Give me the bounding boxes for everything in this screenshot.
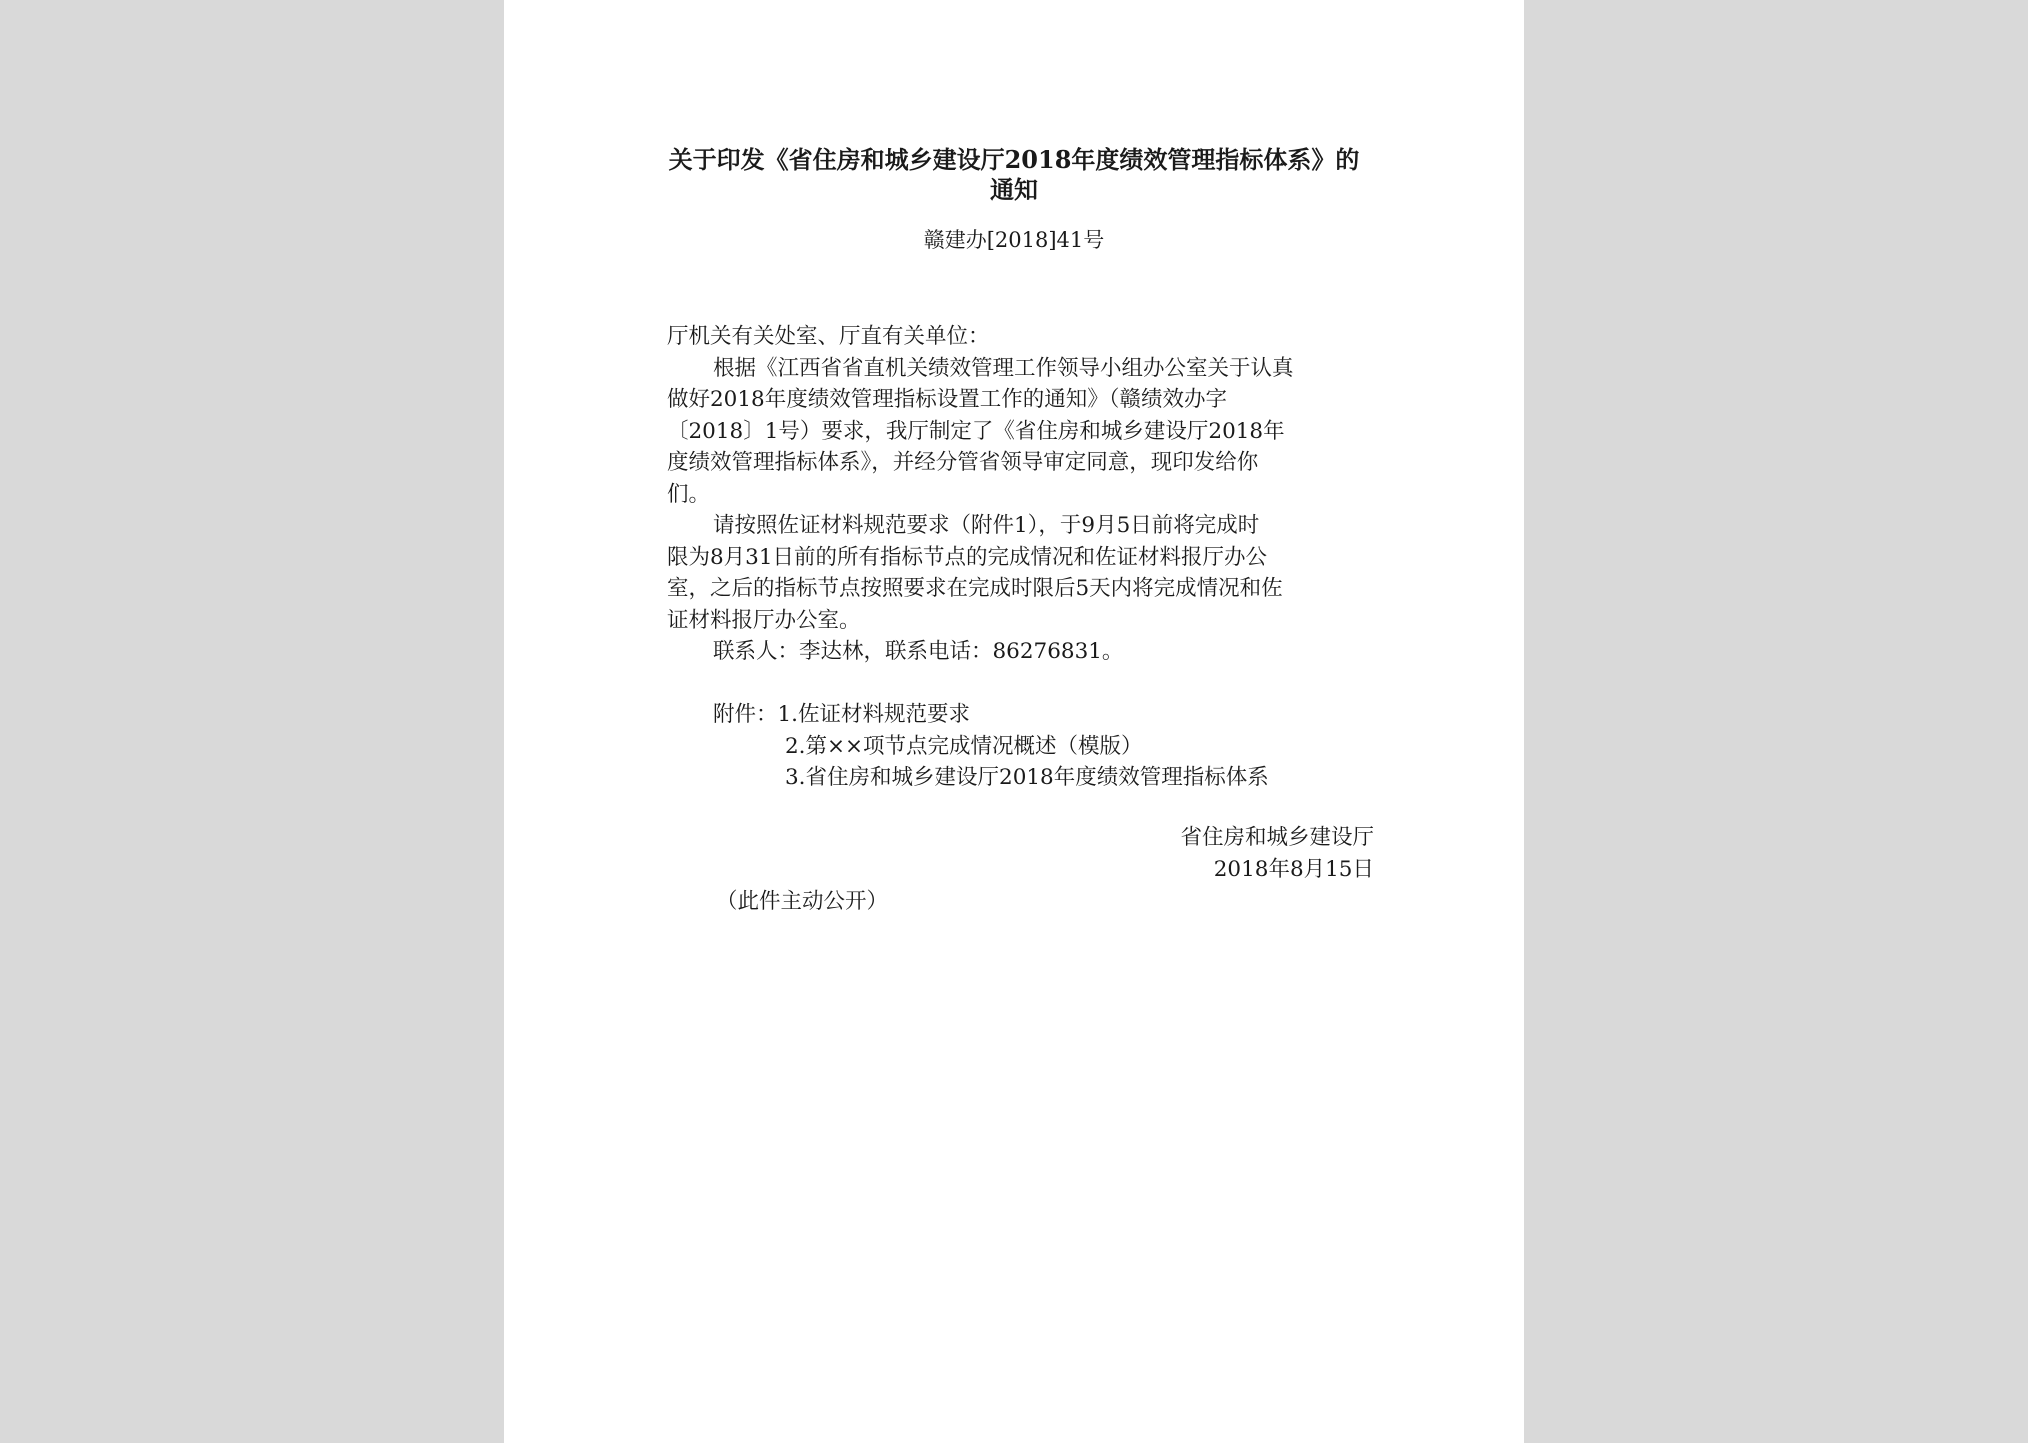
paragraph-line: 请按照佐证材料规范要求（附件1），于9月5日前将完成时: [713, 513, 1260, 538]
document-number: 赣建办[2018]41号: [923, 228, 1105, 252]
attachment-item: 3.省住房和城乡建设厅2018年度绩效管理指标体系: [785, 765, 1269, 790]
contact-line: 联系人：李达林，联系电话：86276831。: [713, 639, 1124, 664]
paragraph-line: 〔2018〕1号）要求，我厅制定了《省住房和城乡建设厅2018年: [667, 418, 1285, 444]
signature-org: 省住房和城乡建设厅: [1180, 825, 1374, 850]
paragraph-line: 做好2018年度绩效管理指标设置工作的通知》（赣绩效办字: [667, 387, 1227, 412]
paragraph-line: 限为8月31日前的所有指标节点的完成情况和佐证材料报厅办公: [667, 544, 1268, 570]
paragraph-line: 根据《江西省省直机关绩效管理工作领导小组办公室关于认真: [713, 355, 1294, 381]
paragraph-line: 证材料报厅办公室。: [667, 607, 861, 633]
public-disclosure-note: （此件主动公开）: [716, 889, 889, 914]
paragraph-line: 们。: [667, 481, 711, 507]
document-title: 关于印发《省住房和城乡建设厅2018年度绩效管理指标体系》的: [668, 145, 1360, 174]
signature-date: 2018年8月15日: [1213, 856, 1374, 882]
document-body: [667, 321, 1377, 794]
paragraph-line: 室，之后的指标节点按照要求在完成时限后5天内将完成情况和佐: [667, 576, 1283, 601]
spacer: [667, 668, 1377, 700]
paragraph-line: 度绩效管理指标体系》，并经分管省领导审定同意，现印发给你: [667, 450, 1259, 475]
attachment-item: 附件：1.佐证材料规范要求: [713, 702, 971, 727]
attachment-item: 2.第××项节点完成情况概述（模版）: [785, 733, 1143, 759]
document-page: [504, 0, 1524, 1443]
addressee: 厅机关有关处室、厅直有关单位：: [667, 324, 990, 349]
signature-block: [1180, 822, 1374, 885]
document-title-continued: 通知: [990, 175, 1038, 204]
